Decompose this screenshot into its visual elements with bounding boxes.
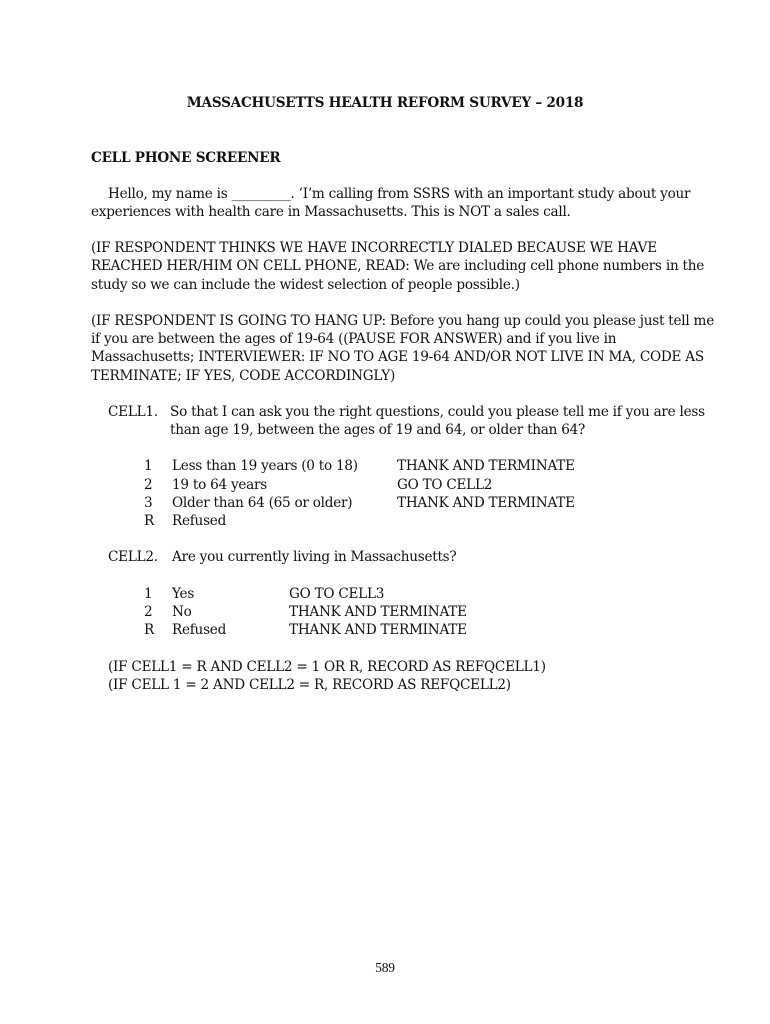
cell2-option-text: Refused <box>172 622 227 638</box>
cell1-option-action: THANK AND TERMINATE <box>397 458 575 474</box>
cell2-label: CELL2. <box>108 549 158 565</box>
cell1-label: CELL1. <box>108 404 158 420</box>
cell2-option-action: THANK AND TERMINATE <box>289 604 467 620</box>
page-number: 589 <box>375 960 395 975</box>
cell1-option-text: 19 to 64 years <box>172 477 268 493</box>
cell1-question-line-1: So that I can ask you the right questions, could you please tell me if you are less <box>170 404 705 420</box>
section-heading: CELL PHONE SCREENER <box>91 150 281 166</box>
cell2-option-text: Yes <box>172 586 195 602</box>
note2-line-2: if you are between the ages of 19-64 ((PAUSE FOR ANSWER) and if you live in <box>91 331 617 347</box>
note1-line-1: (IF RESPONDENT THINKS WE HAVE INCORRECTLY DIALED BECAUSE WE HAVE <box>91 240 657 256</box>
note1-line-2: REACHED HER/HIM ON CELL PHONE, READ: We are including cell phone numbers in the <box>91 258 705 274</box>
cell1-option-code: 1 <box>144 458 153 474</box>
cell1-option-text: Refused <box>172 513 227 529</box>
cell1-question-line-2: than age 19, between the ages of 19 and 64, or older than 64? <box>170 422 586 438</box>
cell2-option-action: GO TO CELL3 <box>289 586 385 602</box>
note1-line-3: study so we can include the widest selection of people possible.) <box>91 277 520 293</box>
cell1-option-text: Older than 64 (65 or older) <box>172 495 353 511</box>
instruction-line-1: (IF CELL1 = R AND CELL2 = 1 OR R, RECORD AS REFQCELL1) <box>108 659 546 675</box>
cell2-option-action: THANK AND TERMINATE <box>289 622 467 638</box>
cell1-option-action: GO TO CELL2 <box>397 477 493 493</box>
note2-line-1: (IF RESPONDENT IS GOING TO HANG UP: Before you hang up could you please just tell me <box>91 313 714 329</box>
document-title: MASSACHUSETTS HEALTH REFORM SURVEY – 2018 <box>186 95 584 111</box>
cell2-option-code: 1 <box>144 586 153 602</box>
cell1-option-code: 2 <box>144 477 153 493</box>
intro-line-1: Hello, my name is _________. ’I’m calling from SSRS with an important study about your <box>108 186 691 202</box>
cell2-option-code: 2 <box>144 604 153 620</box>
cell1-option-code: 3 <box>144 495 153 511</box>
cell1-option-code: R <box>144 513 154 529</box>
note2-line-3: Massachusetts; INTERVIEWER: IF NO TO AGE 19-64 AND/OR NOT LIVE IN MA, CODE AS <box>91 349 704 365</box>
cell2-question: Are you currently living in Massachusetts? <box>172 549 457 565</box>
note2-line-4: TERMINATE; IF YES, CODE ACCORDINGLY) <box>91 368 396 384</box>
cell2-option-code: R <box>144 622 154 638</box>
cell1-option-text: Less than 19 years (0 to 18) <box>172 458 358 474</box>
cell1-option-action: THANK AND TERMINATE <box>397 495 575 511</box>
intro-line-2: experiences with health care in Massachusetts. This is NOT a sales call. <box>91 204 571 220</box>
instruction-line-2: (IF CELL 1 = 2 AND CELL2 = R, RECORD AS REFQCELL2) <box>108 677 511 693</box>
cell2-option-text: No <box>172 604 192 620</box>
